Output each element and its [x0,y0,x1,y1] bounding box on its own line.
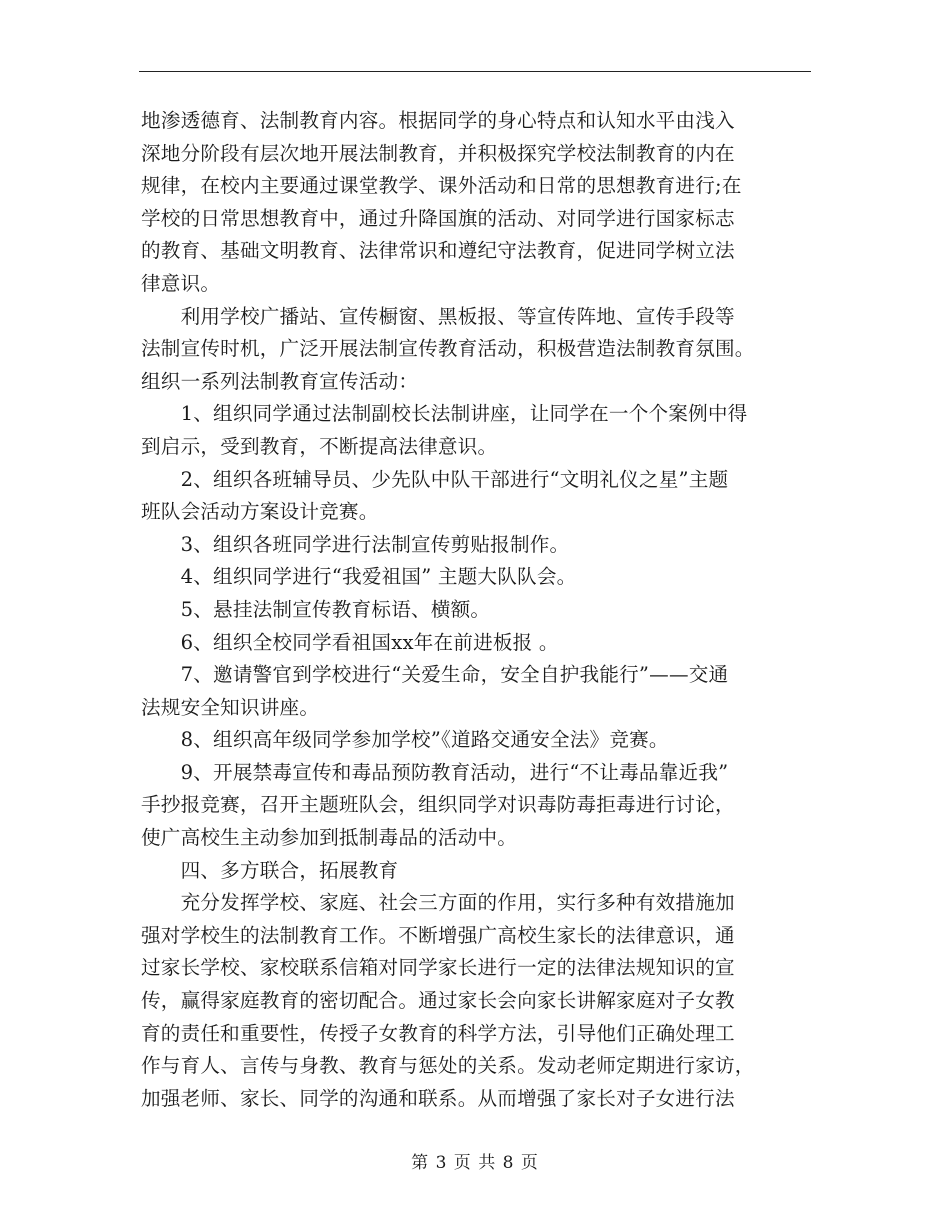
text-line: 强对学校生的法制教育工作。不断增强广高校生家长的法律意识，通 [141,923,735,947]
text-line: 班队会活动方案设计竞赛。 [141,500,379,524]
text-line: 8、组织高年级同学参加学校”《道路交通安全法》竞赛。 [141,728,669,752]
text-line: 9、开展禁毒宣传和毒品预防教育活动，进行“不让毒品靠近我” [141,760,729,784]
text-line: 作与育人、言传与身教、教育与惩处的关系。发动老师定期进行家访， [141,1054,755,1078]
text-line: 到启示，受到教育，不断提高法律意识。 [141,434,498,458]
text-line: 2、组织各班辅导员、少先队中队干部进行“文明礼仪之星”主题 [141,467,729,491]
text-line: 传，赢得家庭教育的密切配合。通过家长会向家长讲解家庭对子女教 [141,989,735,1013]
text-line: 地渗透德育、法制教育内容。根据同学的身心特点和认知水平由浅入 [141,109,735,132]
text-line: 深地分阶段有层次地开展法制教育，并积极探究学校法制教育的内在 [141,141,735,165]
text-line: 使广高校生主动参加到抵制毒品的活动中。 [141,826,518,850]
text-line: 手抄报竞赛，召开主题班队会，组织同学对识毒防毒拒毒进行讨论， [141,793,735,817]
header-rule [139,71,811,72]
text-line: 法制宣传时机，广泛开展法制宣传教育活动，积极营造法制教育氛围。 [141,337,755,361]
text-line: 律意识。 [141,271,221,295]
text-line: 规律，在校内主要通过课堂教学、课外活动和日常的思想教育进行;在 [141,174,742,198]
text-line: 加强老师、家长、同学的沟通和联系。从而增强了家长对子女进行法 [141,1086,735,1110]
text-line: 充分发挥学校、家庭、社会三方面的作用，实行多种有效措施加 [141,891,735,915]
text-line: 1、组织同学通过法制副校长法制讲座，让同学在一个个案例中得 [141,402,748,426]
text-line: 学校的日常思想教育中，通过升降国旗的活动、对同学进行国家标志 [141,206,735,230]
text-line: 法规安全知识讲座。 [141,695,320,719]
text-line: 利用学校广播站、宣传橱窗、黑板报、等宣传阵地、宣传手段等 [141,304,735,328]
text-line: 5、悬挂法制宣传教育标语、横额。 [141,597,491,621]
body-text [141,105,813,1115]
text-line: 4、组织同学进行“我爱祖国” 主题大队队会。 [141,565,577,589]
text-line: 育的责任和重要性，传授子女教育的科学方法，引导他们正确处理工 [141,1021,735,1045]
text-line: 7、邀请警官到学校进行“关爱生命，安全自护我能行”——交通 [141,663,729,687]
text-line: 的教育、基础文明教育、法律常识和遵纪守法教育，促进同学树立法 [141,239,735,263]
text-line: 6、组织全校同学看祖国xx年在前进板报 。 [141,630,559,654]
section-heading: 四、多方联合，拓展教育 [141,858,399,882]
text-line: 过家长学校、家校联系信箱对同学家长进行一定的法律法规知识的宣 [141,956,735,980]
text-line: 组织一系列法制教育宣传活动： [141,369,419,393]
text-line: 3、组织各班同学进行法制宣传剪贴报制作。 [141,532,570,556]
page-number-footer: 第 3 页 共 8 页 [411,1153,539,1173]
